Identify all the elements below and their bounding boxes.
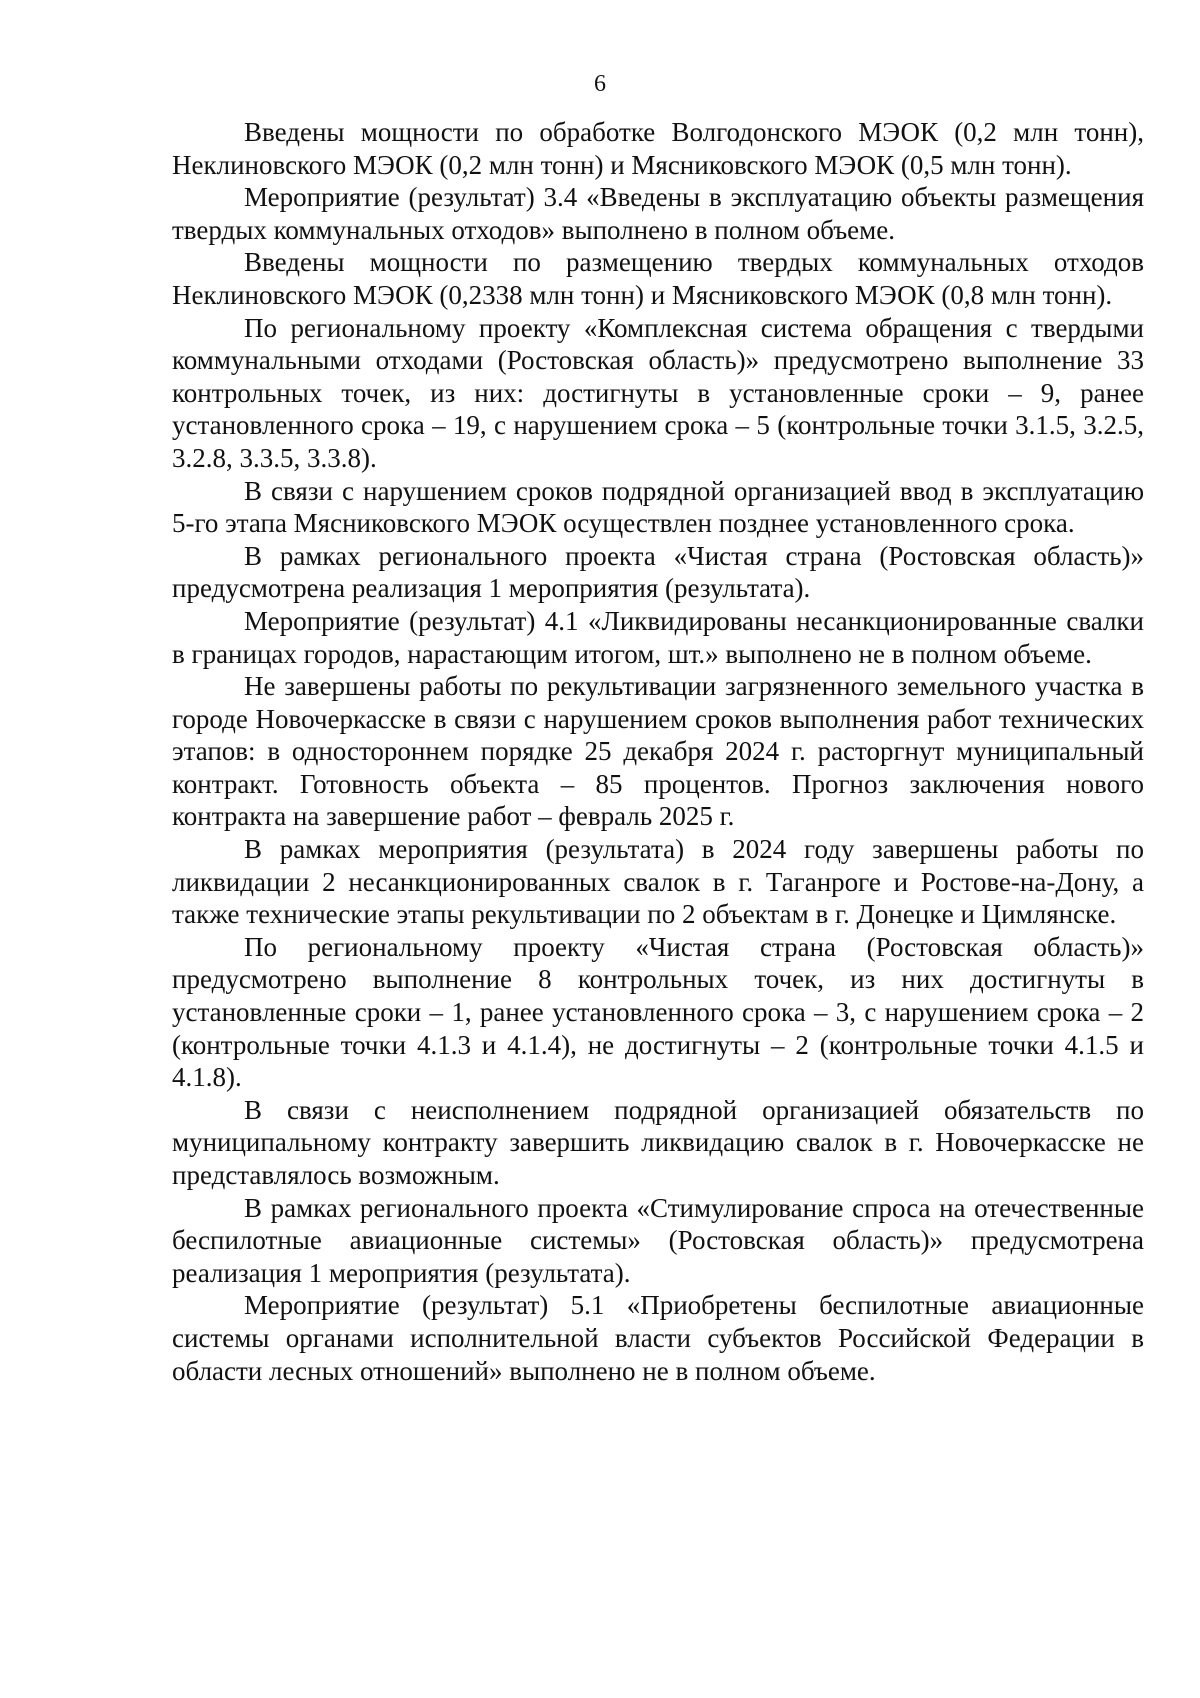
paragraph-capacity-processing: Введены мощности по обработке Волгодонского МЭОК (0,2 млн тонн), Неклиновского МЭОК (0,2 млн тонн) и Мясниковского МЭОК (0,5 млн тонн). [172, 117, 1144, 180]
paragraph-delay-myasnikovsky: В связи с нарушением сроков подрядной организацией ввод в эксплуатацию 5-го этапа Мясниковского МЭОК осуществлен позднее установленного срока. [172, 475, 1144, 539]
paragraph-novocherkassk-works: Не завершены работы по рекультивации загрязненного земельного участка в городе Новочеркасске в связи с нарушением сроков выполнения работ технических этапов: в одностороннем порядке 25 декабря 2024 г. расторгнут муниципальный контракт. Готовность объекта – 85 процентов. Прогноз заключения нового контракта на завершение работ – февраль 2025 г. [172, 671, 1144, 832]
paragraph-contractor-failure: В связи с неисполнением подрядной организацией обязательств по муниципальному контракту завершить ликвидацию свалок в г. Новочеркасске не представлялось возможным. [172, 1094, 1144, 1190]
paragraph-measure-4-1: Мероприятие (результат) 4.1 «Ликвидированы несанкционированные свалки в границах городов, нарастающим итогом, шт.» выполнено не в полном объеме. [172, 605, 1144, 669]
document-body [172, 116, 1144, 1387]
paragraph-2024-results: В рамках мероприятия (результата) в 2024 году завершены работы по ликвидации 2 несанкционированных свалок в г. Таганроге и Ростове-на-Дону, а также технические этапы рекультивации по 2 объектам в г. Донецке и Цимлянске. [172, 834, 1144, 930]
paragraph-drones-project-intro: В рамках регионального проекта «Стимулирование спроса на отечественные беспилотные авиационные системы» (Ростовская область)» предусмотрена реализация 1 мероприятия (результата). [172, 1192, 1144, 1288]
paragraph-clean-country-intro: В рамках регионального проекта «Чистая страна (Ростовская область)» предусмотрена реализация 1 мероприятия (результата). [172, 540, 1144, 604]
paragraph-measure-3-4: Мероприятие (результат) 3.4 «Введены в эксплуатацию объекты размещения твердых коммунальных отходов» выполнено в полном объеме. [172, 182, 1144, 245]
paragraph-capacity-placement: Введены мощности по размещению твердых коммунальных отходов Неклиновского МЭОК (0,2338 млн тонн) и Мясниковского МЭОК (0,8 млн тонн). [172, 247, 1144, 310]
paragraph-measure-5-1: Мероприятие (результат) 5.1 «Приобретены беспилотные авиационные системы органами исполнительной власти субъектов Российской Федерации в области лесных отношений» выполнено не в полном объеме. [172, 1290, 1144, 1386]
page-number: 6 [594, 71, 606, 97]
paragraph-control-points-clean-country: По региональному проекту «Чистая страна (Ростовская область)» предусмотрено выполнение 8 контрольных точек, из них достигнуты в установленные сроки – 1, ранее установленного срока – 3, с нарушением срока – 2 (контрольные точки 4.1.3 и 4.1.4), не достигнуты – 2 (контрольные точки 4.1.5 и 4.1.8). [172, 931, 1144, 1093]
paragraph-control-points-waste: По региональному проекту «Комплексная система обращения с твердыми коммунальными отходами (Ростовская область)» предусмотрено выполнение 33 контрольных точек, из них: достигнуты в установленные сроки – 9, ранее установленного срока – 19, с нарушением срока – 5 (контрольные точки 3.1.5, 3.2.5, 3.2.8, 3.3.5, 3.3.8). [172, 312, 1144, 473]
